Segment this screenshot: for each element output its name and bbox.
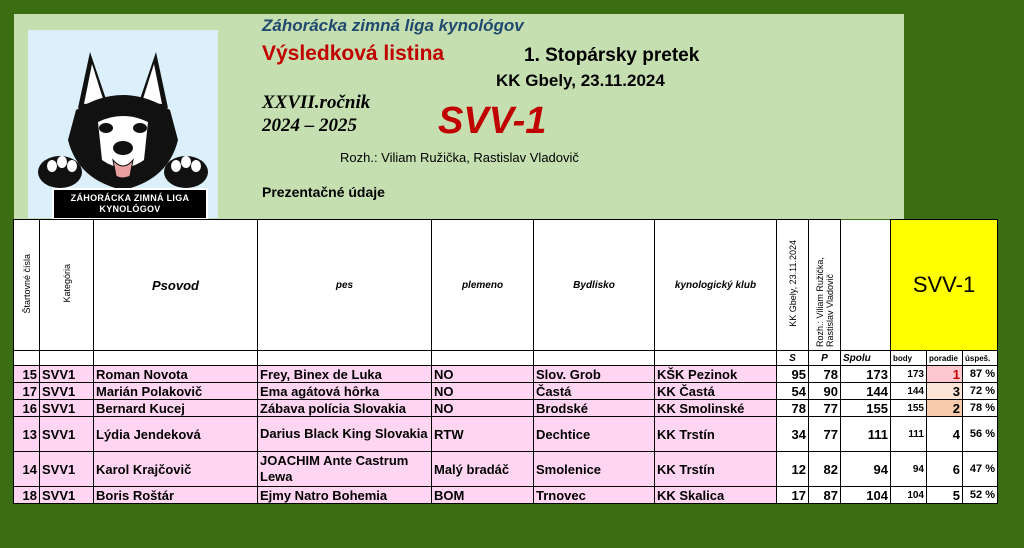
- col-dog: pes: [258, 220, 432, 351]
- col-event: KK Gbely, 23.11.2024: [777, 220, 809, 351]
- cell-dog-name: Frey, Binex de Luka: [258, 366, 432, 383]
- cell-score-s: 54: [777, 383, 809, 400]
- cell-rank: 4: [927, 417, 963, 452]
- cell-score-p: 77: [809, 417, 841, 452]
- event-venue: KK Gbely, 23.11.2024: [496, 71, 665, 90]
- cell-rank: 1: [927, 366, 963, 383]
- cell-handler: Marián Polakovič: [94, 383, 258, 400]
- cell-residence: Slov. Grob: [534, 366, 655, 383]
- col-residence: Bydlisko: [534, 220, 655, 351]
- cell-club: KK Trstín: [655, 417, 777, 452]
- cell-club: KŠK Pezinok: [655, 366, 777, 383]
- cell-score-s: 78: [777, 400, 809, 417]
- results-body: [14, 366, 998, 504]
- cell-points: 94: [891, 452, 927, 487]
- cell-residence: Dechtice: [534, 417, 655, 452]
- cell-residence: Smolenice: [534, 452, 655, 487]
- results-table: [13, 219, 998, 504]
- cell-category: SVV1: [40, 366, 94, 383]
- col-judges: Rozh.: Viliam Ružička, Rastislav Vladovič: [809, 220, 841, 351]
- cell-dog-name: Darius Black King Slovakia: [258, 417, 432, 452]
- table-header-row: [14, 220, 998, 351]
- document-title: Výsledková listina: [262, 42, 445, 65]
- col-category: Kategória: [40, 220, 94, 351]
- cell-score-total: 111: [841, 417, 891, 452]
- cell-handler: Roman Novota: [94, 366, 258, 383]
- category-title: SVV-1: [438, 100, 547, 142]
- table-subheader-row: [14, 351, 998, 366]
- logo-line2: KYNOLÓGOV: [99, 204, 161, 214]
- season: [262, 91, 370, 137]
- table-row: [14, 417, 998, 452]
- cell-dog-name: Ejmy Natro Bohemia: [258, 487, 432, 504]
- cell-score-p: 82: [809, 452, 841, 487]
- cell-category: SVV1: [40, 417, 94, 452]
- cell-success-rate: 56 %: [963, 417, 998, 452]
- cell-handler: Boris Roštár: [94, 487, 258, 504]
- cell-points: 111: [891, 417, 927, 452]
- cell-success-rate: 87 %: [963, 366, 998, 383]
- col-start-no: Štartovné čísla: [14, 220, 40, 351]
- sub-s: S: [777, 351, 809, 366]
- cell-club: KK Častá: [655, 383, 777, 400]
- cell-club: KK Smolinské: [655, 400, 777, 417]
- cell-category: SVV1: [40, 487, 94, 504]
- presentation-label: Prezentačné údaje: [262, 184, 385, 200]
- cell-handler: Bernard Kucej: [94, 400, 258, 417]
- cell-success-rate: 78 %: [963, 400, 998, 417]
- cell-score-p: 87: [809, 487, 841, 504]
- cell-score-s: 95: [777, 366, 809, 383]
- cell-rank: 2: [927, 400, 963, 417]
- judges: Rozh.: Viliam Ružička, Rastislav Vladovič: [340, 150, 579, 165]
- cell-score-p: 78: [809, 366, 841, 383]
- cell-start-number: 17: [14, 383, 40, 400]
- cell-success-rate: 72 %: [963, 383, 998, 400]
- cell-breed: NO: [432, 383, 534, 400]
- cell-breed: NO: [432, 366, 534, 383]
- col-breed: plemeno: [432, 220, 534, 351]
- sub-spolu: Spolu: [841, 351, 891, 366]
- cell-score-s: 34: [777, 417, 809, 452]
- sub-body: body: [891, 351, 927, 366]
- cell-dog-name: Zábava polícia Slovakia: [258, 400, 432, 417]
- cell-score-p: 90: [809, 383, 841, 400]
- cell-points: 144: [891, 383, 927, 400]
- cell-start-number: 13: [14, 417, 40, 452]
- sub-uspesnost: úspeš.: [963, 351, 998, 366]
- cell-breed: BOM: [432, 487, 534, 504]
- cell-score-total: 144: [841, 383, 891, 400]
- header-panel: [14, 14, 904, 219]
- cell-points: 173: [891, 366, 927, 383]
- cell-points: 155: [891, 400, 927, 417]
- league-logo: [28, 30, 218, 218]
- logo-line1: ZÁHORÁCKA ZIMNÁ LIGA: [70, 193, 190, 203]
- cell-start-number: 14: [14, 452, 40, 487]
- sub-poradie: poradie: [927, 351, 963, 366]
- cell-residence: Častá: [534, 383, 655, 400]
- season-edition: XXVII.ročnik: [262, 92, 371, 113]
- sub-p: P: [809, 351, 841, 366]
- col-handler: Psovod: [94, 220, 258, 351]
- cell-start-number: 15: [14, 366, 40, 383]
- cell-club: KK Skalica: [655, 487, 777, 504]
- cell-points: 104: [891, 487, 927, 504]
- table-row: [14, 400, 998, 417]
- cell-start-number: 18: [14, 487, 40, 504]
- cell-score-s: 12: [777, 452, 809, 487]
- cell-category: SVV1: [40, 452, 94, 487]
- cell-dog-name: Ema agátová hôrka: [258, 383, 432, 400]
- cell-rank: 5: [927, 487, 963, 504]
- cell-score-total: 94: [841, 452, 891, 487]
- season-years: 2024 – 2025: [262, 115, 357, 136]
- cell-rank: 6: [927, 452, 963, 487]
- col-blank: [841, 220, 891, 351]
- cell-score-total: 173: [841, 366, 891, 383]
- svv-heading: SVV-1: [891, 220, 998, 351]
- cell-success-rate: 52 %: [963, 487, 998, 504]
- cell-category: SVV1: [40, 400, 94, 417]
- cell-residence: Trnovec: [534, 487, 655, 504]
- cell-score-p: 77: [809, 400, 841, 417]
- cell-breed: RTW: [432, 417, 534, 452]
- league-name: Záhorácka zimná liga kynológov: [262, 16, 524, 35]
- table-row: [14, 452, 998, 487]
- cell-club: KK Trstín: [655, 452, 777, 487]
- event-name: 1. Stopársky pretek: [524, 45, 700, 66]
- cell-breed: NO: [432, 400, 534, 417]
- col-club: kynologický klub: [655, 220, 777, 351]
- table-row: [14, 366, 998, 383]
- table-row: [14, 383, 998, 400]
- cell-score-total: 155: [841, 400, 891, 417]
- cell-dog-name: JOACHIM Ante Castrum Lewa: [258, 452, 432, 487]
- cell-success-rate: 47 %: [963, 452, 998, 487]
- cell-start-number: 16: [14, 400, 40, 417]
- cell-score-s: 17: [777, 487, 809, 504]
- cell-residence: Brodské: [534, 400, 655, 417]
- logo-caption: [52, 188, 208, 220]
- cell-handler: Lýdia Jendeková: [94, 417, 258, 452]
- cell-breed: Malý bradáč: [432, 452, 534, 487]
- cell-score-total: 104: [841, 487, 891, 504]
- table-row: [14, 487, 998, 504]
- cell-rank: 3: [927, 383, 963, 400]
- cell-handler: Karol Krajčovič: [94, 452, 258, 487]
- cell-category: SVV1: [40, 383, 94, 400]
